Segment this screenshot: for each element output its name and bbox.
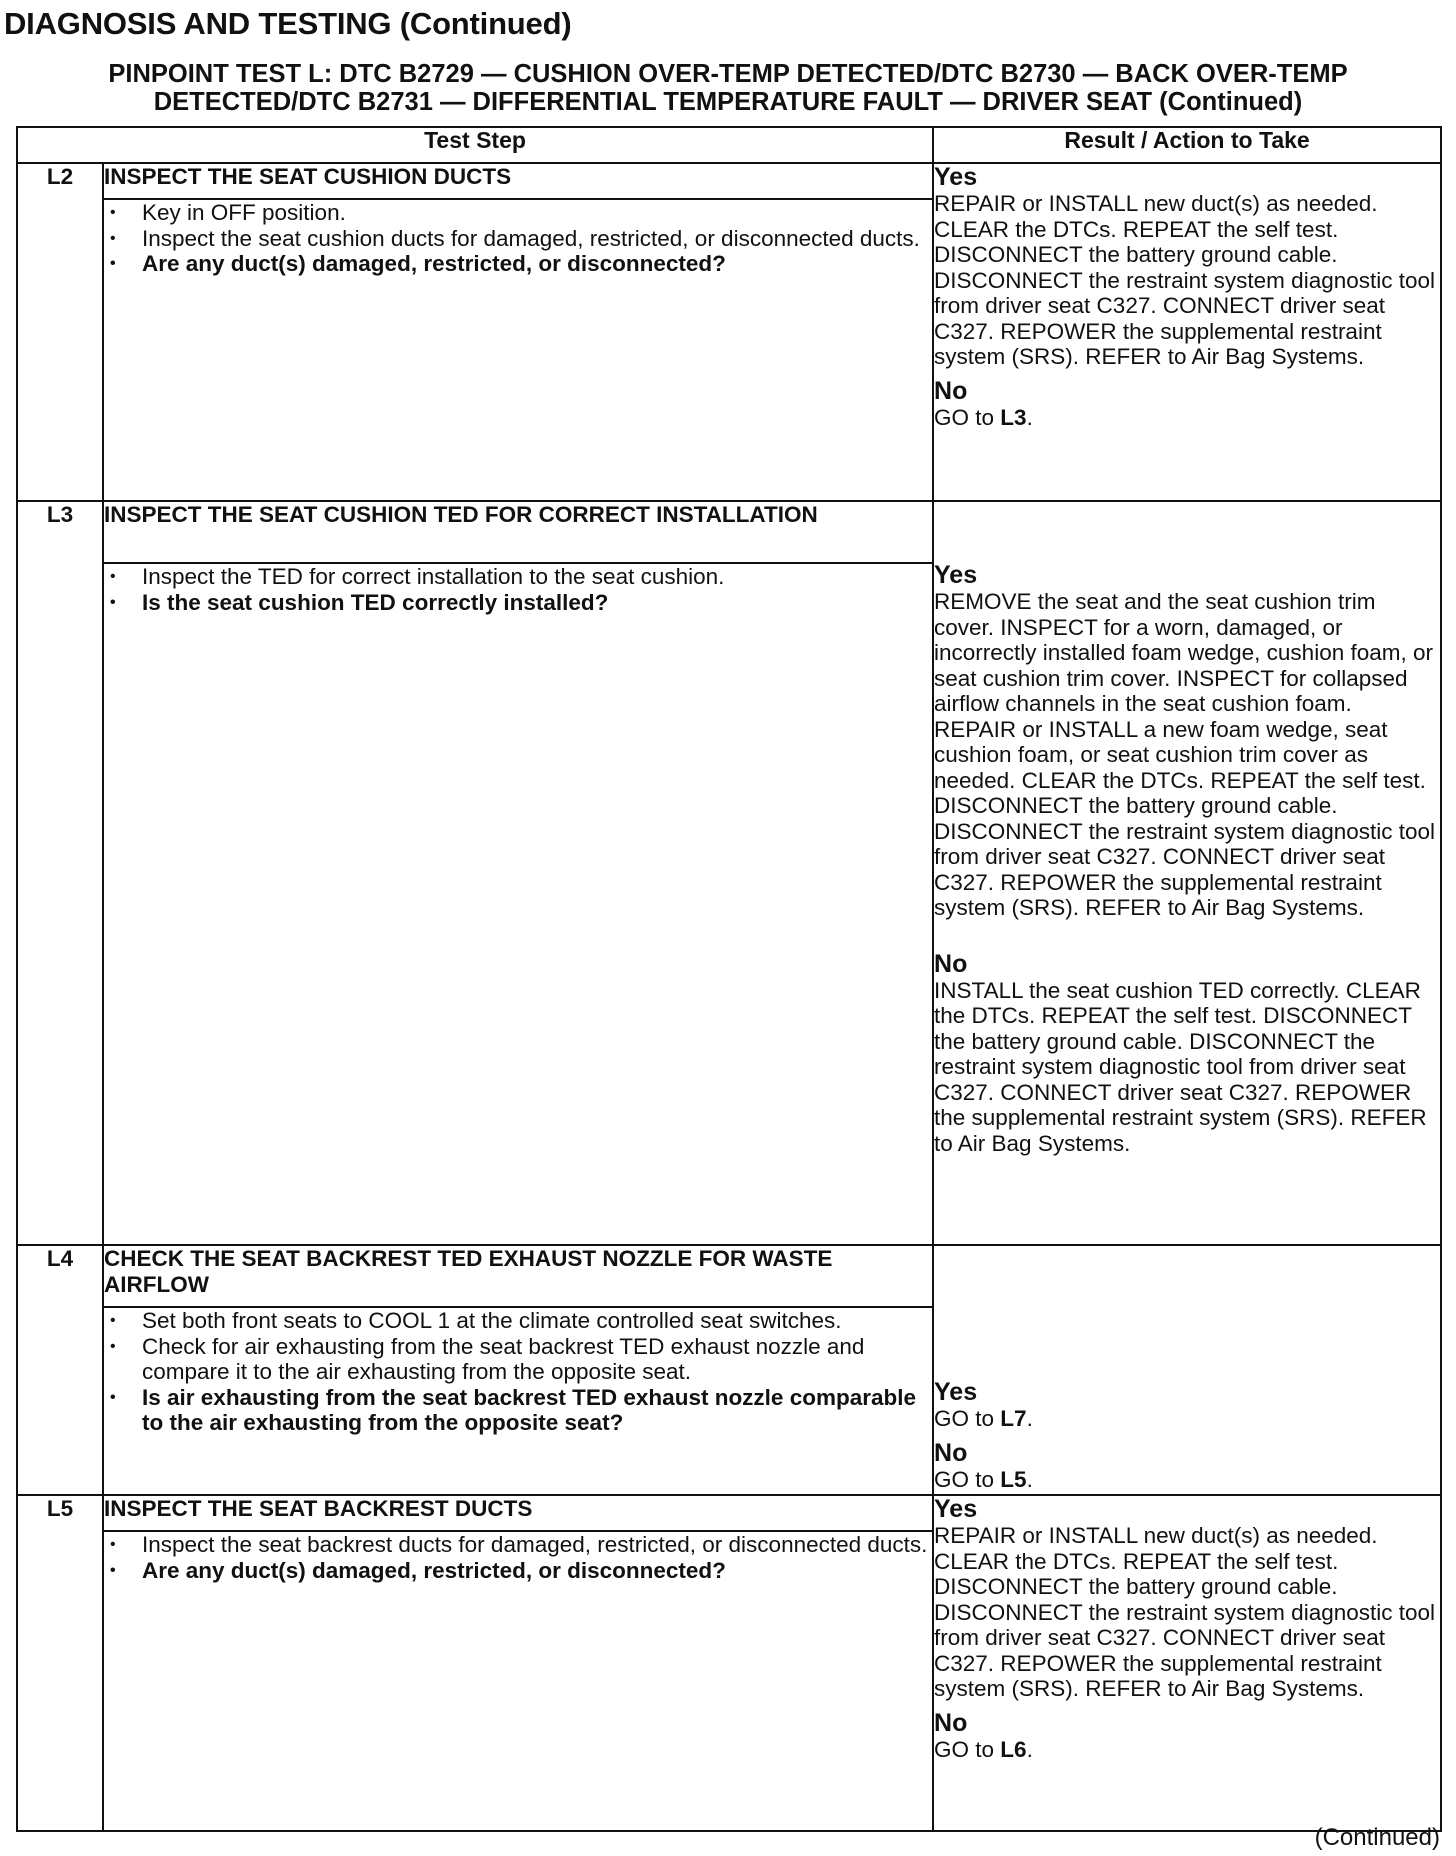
step-id: L3	[17, 501, 103, 1245]
step-id: L5	[17, 1495, 103, 1831]
no-label: No	[934, 1708, 968, 1737]
step-question: • Is air exhausting from the seat backrest TED exhaust nozzle comparable to the air exhausting from the opposite seat?	[104, 1385, 932, 1436]
step-result	[933, 501, 1441, 1245]
goto-ref: L3	[1000, 404, 1027, 430]
yes-label: Yes	[934, 1378, 978, 1406]
step-bullet: • Set both front seats to COOL 1 at the climate controlled seat switches.	[104, 1308, 932, 1334]
test-step-row-l3	[17, 501, 1441, 563]
no-action: GO to L3.	[934, 404, 1033, 430]
no-label: No	[934, 1438, 968, 1467]
yes-action: REPAIR or INSTALL new duct(s) as needed. CLEAR the DTCs. REPEAT the self test. DISCONNECT the battery ground cable. DISCONNECT the restraint system diagnostic tool from driver seat C327. CONNECT driver seat C327. REPOWER the supplemental restraint system (SRS). REFER to Air Bag Systems.	[934, 191, 1436, 369]
header-test-step: Test Step	[17, 127, 933, 163]
step-question: • Is the seat cushion TED correctly installed?	[104, 590, 932, 616]
step-bullet: • Inspect the seat cushion ducts for damaged, restricted, or disconnected ducts.	[104, 226, 932, 252]
step-instructions	[103, 199, 933, 501]
step-result	[933, 163, 1441, 501]
step-title: CHECK THE SEAT BACKREST TED EXHAUST NOZZLE FOR WASTE AIRFLOW	[103, 1245, 933, 1307]
step-question: • Are any duct(s) damaged, restricted, or disconnected?	[104, 1558, 932, 1584]
step-result	[933, 1495, 1441, 1831]
step-instructions	[103, 563, 933, 1245]
pinpoint-test-table	[16, 126, 1442, 1832]
test-step-row-l2	[17, 163, 1441, 199]
yes-action: GO to L7.	[934, 1406, 1033, 1431]
yes-action: REMOVE the seat and the seat cushion trim cover. INSPECT for a worn, damaged, or incorrectly installed foam wedge, cushion foam, or seat cushion trim cover. INSPECT for collapsed airflow channels in the seat cushion foam. REPAIR or INSTALL a new foam wedge, seat cushion foam, or seat cushion trim cover as needed. CLEAR the DTCs. REPEAT the self test. DISCONNECT the battery ground cable. DISCONNECT the restraint system diagnostic tool from driver seat C327. CONNECT driver seat C327. REPOWER the supplemental restraint system (SRS). REFER to Air Bag Systems.	[934, 589, 1436, 920]
yes-action: REPAIR or INSTALL new duct(s) as needed. CLEAR the DTCs. REPEAT the self test. DISCONNECT the battery ground cable. DISCONNECT the restraint system diagnostic tool from driver seat C327. CONNECT driver seat C327. REPOWER the supplemental restraint system (SRS). REFER to Air Bag Systems.	[934, 1523, 1436, 1701]
step-title: INSPECT THE SEAT CUSHION TED FOR CORRECT INSTALLATION	[103, 501, 933, 563]
step-instructions	[103, 1531, 933, 1831]
page-heading: DIAGNOSIS AND TESTING (Continued)	[4, 6, 572, 41]
table-header-row	[17, 127, 1441, 163]
step-question: • Are any duct(s) damaged, restricted, or disconnected?	[104, 251, 932, 277]
step-id: L4	[17, 1245, 103, 1495]
step-title: INSPECT THE SEAT CUSHION DUCTS	[103, 163, 933, 199]
yes-label: Yes	[934, 561, 978, 589]
test-step-row-l4	[17, 1245, 1441, 1307]
step-instructions	[103, 1307, 933, 1495]
yes-label: Yes	[934, 163, 978, 191]
header-result-action: Result / Action to Take	[933, 127, 1441, 163]
continued-note: (Continued)	[1314, 1824, 1440, 1851]
test-title-line-2: DETECTED/DTC B2731 — DIFFERENTIAL TEMPERATURE FAULT — DRIVER SEAT (Continued)	[153, 88, 1303, 116]
step-bullet: • Check for air exhausting from the seat backrest TED exhaust nozzle and compare it to the air exhausting from the opposite seat.	[104, 1334, 932, 1385]
no-action: GO to L5.	[934, 1466, 1033, 1492]
no-action: GO to L6.	[934, 1736, 1033, 1762]
step-id: L2	[17, 163, 103, 501]
test-step-row-l5	[17, 1495, 1441, 1531]
goto-ref: L5	[1000, 1466, 1027, 1492]
pinpoint-test-title	[16, 60, 1440, 116]
step-result	[933, 1245, 1441, 1495]
yes-label: Yes	[934, 1495, 978, 1523]
step-title: INSPECT THE SEAT BACKREST DUCTS	[103, 1495, 933, 1531]
no-action: INSTALL the seat cushion TED correctly. CLEAR the DTCs. REPEAT the self test. DISCONNECT the battery ground cable. DISCONNECT the restraint system diagnostic tool from driver seat C327. CONNECT driver seat C327. REPOWER the supplemental restraint system (SRS). REFER to Air Bag Systems.	[934, 977, 1427, 1156]
step-bullet: • Inspect the seat backrest ducts for damaged, restricted, or disconnected ducts.	[104, 1532, 932, 1558]
no-label: No	[934, 949, 968, 978]
test-title-line-1: PINPOINT TEST L: DTC B2729 — CUSHION OVER-TEMP DETECTED/DTC B2730 — BACK OVER-TEMP	[108, 60, 1348, 88]
no-label: No	[934, 376, 968, 405]
goto-ref: L6	[1000, 1736, 1027, 1762]
step-bullet: • Inspect the TED for correct installation to the seat cushion.	[104, 564, 932, 590]
goto-ref: L7	[1000, 1406, 1027, 1431]
step-bullet: • Key in OFF position.	[104, 200, 932, 226]
